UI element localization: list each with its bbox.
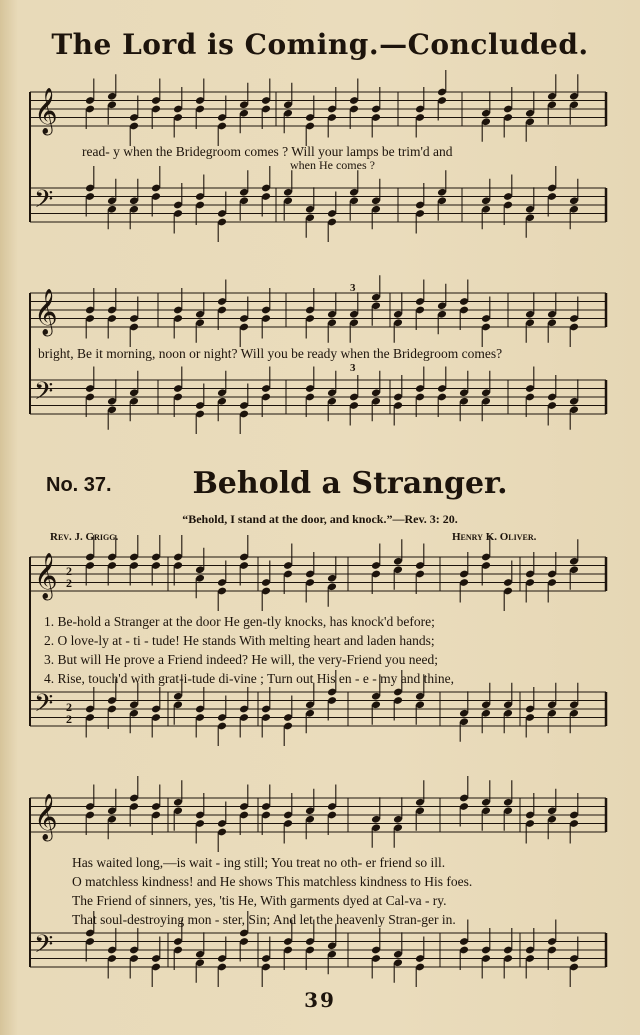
time-sig-top: 2 xyxy=(66,564,72,578)
bass-clef: 𝄢 xyxy=(34,185,54,220)
lyric-line-1: read- y when the Bridegroom comes ? Will your lamps be trim'd and xyxy=(82,144,453,159)
verse-1b: Has waited long,—is wait - ing still; You treat no oth- er friend so ill. xyxy=(72,855,446,870)
triplet-mark-upper: 3 xyxy=(350,282,356,294)
epigraph: “Behold, I stand at the door, and knock.”—Rev. 3: 20. xyxy=(182,512,458,526)
verse-1a: 1. Be-hold a Stranger at the door He gen-tly knocks, has knock'd before; xyxy=(44,614,435,629)
hymn-title: Behold a Stranger. xyxy=(192,466,508,501)
verse-2a: 2. O love-ly at - ti - tude! He stands With melting heart and laden hands; xyxy=(44,633,435,648)
time-sig-top-bass: 2 xyxy=(66,700,72,714)
hymn-title-concluded: The Lord is Coming.—Concluded. xyxy=(51,28,589,61)
treble-clef: 𝄞 xyxy=(34,289,58,335)
bass-clef: 𝄢 xyxy=(34,689,54,724)
treble-clef: 𝄞 xyxy=(34,794,58,840)
verse-3a: 3. But will He prove a Friend indeed? He will, the very-Friend you need; xyxy=(44,652,439,667)
treble-clef: 𝄞 xyxy=(34,553,58,599)
page-number: 39 xyxy=(304,988,336,1012)
lyric-line-2: bright, Be it morning, noon or night? Will you be ready when the Bridegroom comes? xyxy=(38,346,503,361)
bass-clef: 𝄢 xyxy=(34,377,54,412)
time-sig-bottom-bass: 2 xyxy=(66,712,72,726)
verse-4b: That soul-destroying mon - ster, Sin; And let the heavenly Stran-ger in. xyxy=(72,912,456,927)
treble-clef: 𝄞 xyxy=(34,88,58,134)
verse-2b: O matchless kindness! and He shows This matchless kindness to His foes. xyxy=(72,874,473,889)
triplet-mark-lower: 3 xyxy=(350,362,356,374)
lyric-line-1b: when He comes ? xyxy=(290,158,375,172)
author: Rev. J. Grigg. xyxy=(50,531,119,543)
bass-clef: 𝄢 xyxy=(34,930,54,965)
time-sig-bottom: 2 xyxy=(66,576,72,590)
verse-4a: 4. Rise, touch'd with grat-i-tude di-vine ; Turn out His en - e - my and thine, xyxy=(44,671,455,686)
composer: Henry K. Oliver. xyxy=(452,531,537,543)
verse-3b: The Friend of sinners, yes, 'tis He, With garments dyed at Cal-va - ry. xyxy=(72,893,447,908)
hymn-number: No. 37. xyxy=(46,474,112,496)
